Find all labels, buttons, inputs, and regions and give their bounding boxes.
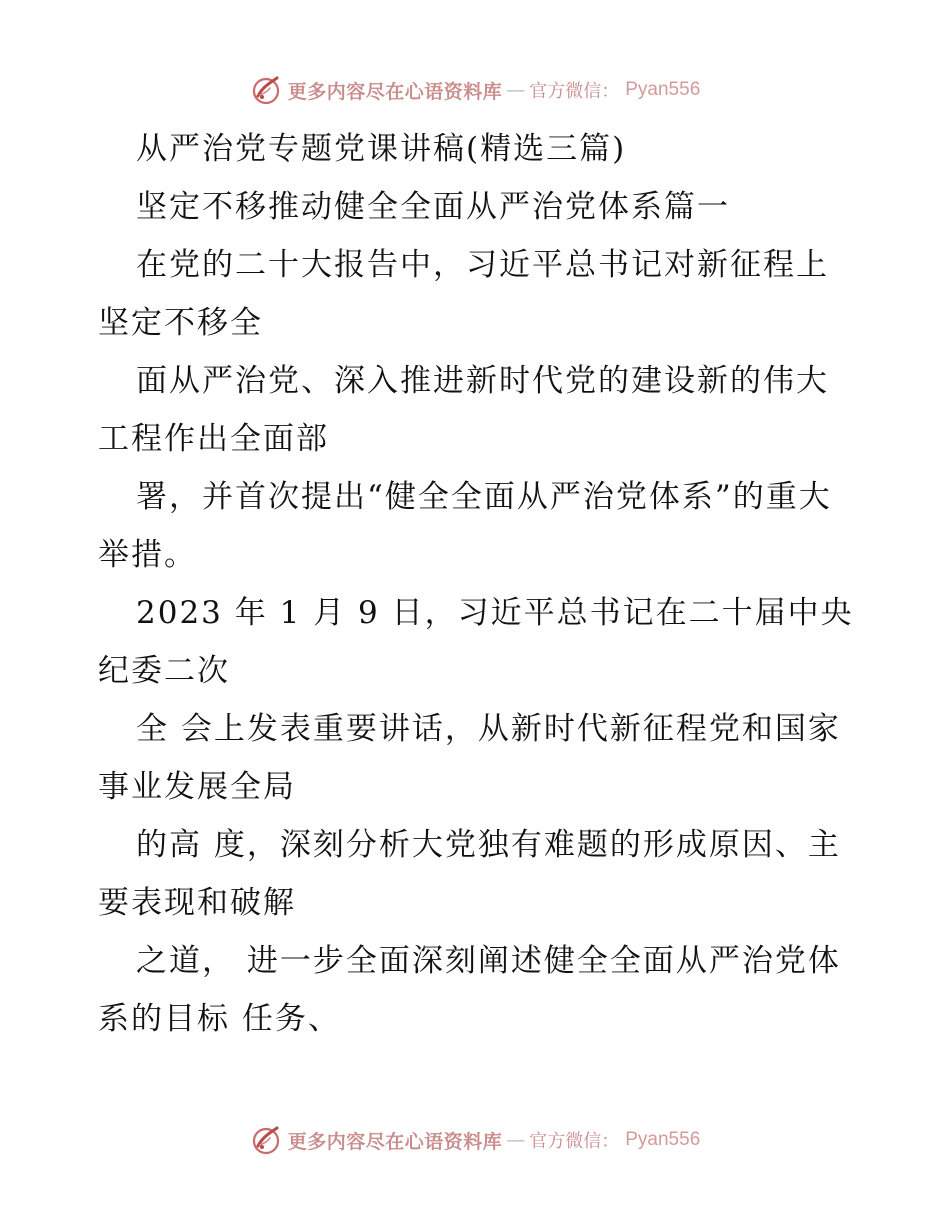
watermark-dash: — — [506, 1129, 526, 1151]
watermark-dash: — — [506, 79, 526, 101]
watermark-wechat-id: Pyan556 — [625, 1129, 701, 1150]
document-title: 从严治党专题党课讲稿(精选三篇) — [136, 131, 627, 167]
header-watermark — [0, 72, 950, 108]
body-paragraph: 2023 年 1 月 9 日，习近平总书记在二十届中央纪委二次 — [98, 595, 854, 689]
body-paragraph: 的高 度，深刻分析大党独有难题的形成原因、主要表现和破解 — [98, 827, 841, 921]
watermark-brand-text: 更多内容尽在心语资料库 — [287, 1130, 503, 1153]
body-paragraph: 全 会上发表重要讲话，从新时代新征程党和国家事业发展全局 — [98, 711, 841, 805]
watermark-wechat-id: Pyan556 — [625, 79, 701, 100]
watermark-brand-text: 更多内容尽在心语资料库 — [287, 80, 503, 103]
body-paragraph: 面从严治党、深入推进新时代党的建设新的伟大工程作出全面部 — [98, 363, 829, 457]
body-paragraph: 署，并首次提出“健全全面从严治党体系”的重大举措。 — [98, 479, 832, 573]
watermark-label: 官方微信： — [529, 81, 620, 102]
document-body — [98, 120, 854, 1048]
brush-logo-icon — [250, 74, 282, 106]
section-heading: 坚定不移推动健全全面从严治党体系篇一 — [136, 189, 730, 225]
body-paragraph: 在党的二十大报告中，习近平总书记对新征程上坚定不移全 — [98, 247, 829, 341]
body-paragraph: 之道， 进一步全面深刻阐述健全全面从严治党体系的目标 任务、 — [98, 943, 841, 1037]
footer-watermark — [0, 1122, 950, 1158]
brush-logo-icon — [250, 1124, 282, 1156]
watermark-label: 官方微信： — [529, 1131, 620, 1152]
